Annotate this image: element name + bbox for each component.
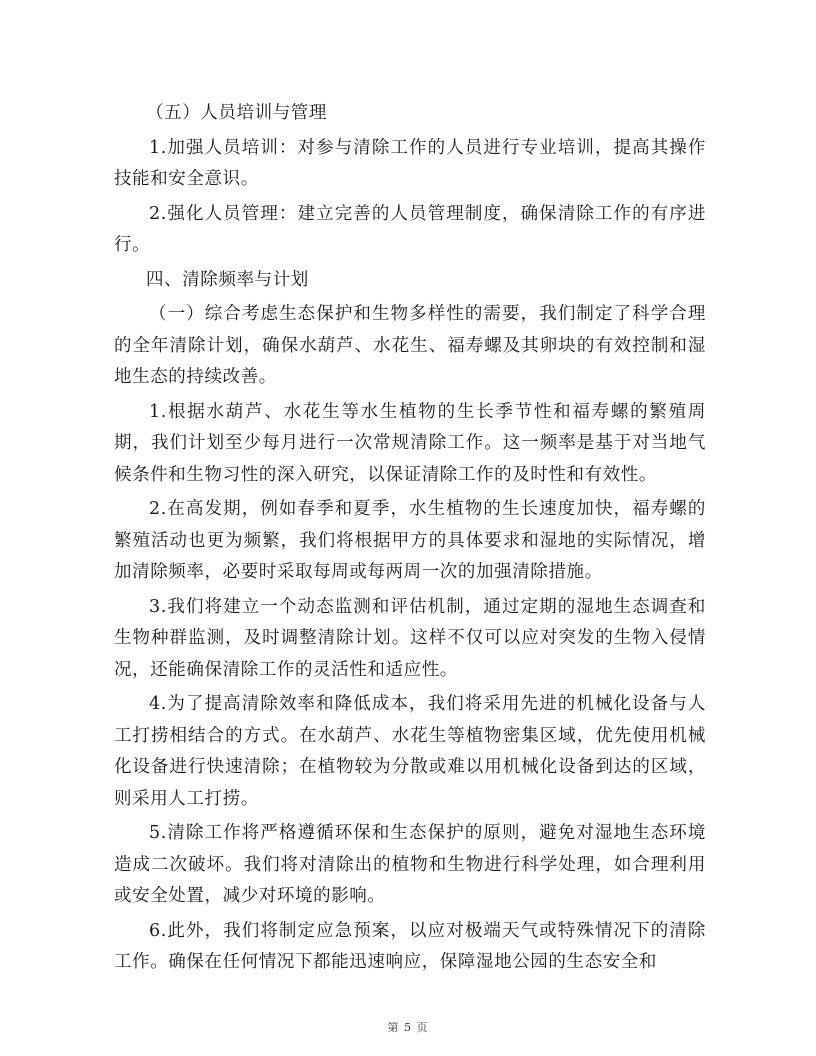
paragraph-item-1: 1.根据水葫芦、水花生等水生植物的生长季节性和福寿螺的繁殖周期，我们计划至少每月进行一次常规清除工作。这一频率是基于对当地气候条件和生物习性的深入研究，以保证清除工作的及时性和有效性。	[114, 401, 706, 485]
page-number: 第 5 页	[387, 1021, 429, 1034]
paragraph-item-6: 6.此外，我们将制定应急预案，以应对极端天气或特殊情况下的清除工作。确保在任何情况下都能迅速响应，保障湿地公园的生态安全和	[114, 920, 706, 972]
paragraph-item-4: 4.为了提高清除效率和降低成本，我们将采用先进的机械化设备与人工打捞相结合的方式。在水葫芦、水花生等植物密集区域，优先使用机械化设备进行快速清除；在植物较为分散或难以用机械化设备到达的区域，则采用人工打捞。	[114, 694, 706, 809]
paragraph-item-5: 5.清除工作将严格遵循环保和生态保护的原则，避免对湿地生态环境造成二次破坏。我们将对清除出的植物和生物进行科学处理，如合理利用或安全处置，减少对环境的影响。	[114, 823, 706, 906]
section-heading-personnel: （五）人员培训与管理	[146, 103, 327, 123]
paragraph-management: 2.强化人员管理：建立完善的人员管理制度，确保清除工作的有序进行。	[114, 203, 706, 255]
paragraph-item-3: 3.我们将建立一个动态监测和评估机制，通过定期的湿地生态调查和生物种群监测，及时调整清除计划。这样不仅可以应对突发的生物入侵情况，还能确保清除工作的灵活性和适应性。	[114, 596, 706, 680]
paragraph-item-2: 2.在高发期，例如春季和夏季，水生植物的生长速度加快，福寿螺的繁殖活动也更为频繁，我们将根据甲方的具体要求和湿地的实际情况，增加清除频率，必要时采取每周或每两周一次的加强清除措施。	[114, 499, 706, 582]
paragraph-training: 1.加强人员培训：对参与清除工作的人员进行专业培训，提高其操作技能和安全意识。	[114, 137, 706, 189]
document-body	[114, 98, 706, 982]
paragraph-overview: （一）综合考虑生态保护和生物多样性的需要，我们制定了科学合理的全年清除计划，确保水葫芦、水花生、福寿螺及其卵块的有效控制和湿地生态的持续改善。	[114, 304, 706, 387]
section-heading-frequency: 四、清除频率与计划	[146, 269, 309, 290]
